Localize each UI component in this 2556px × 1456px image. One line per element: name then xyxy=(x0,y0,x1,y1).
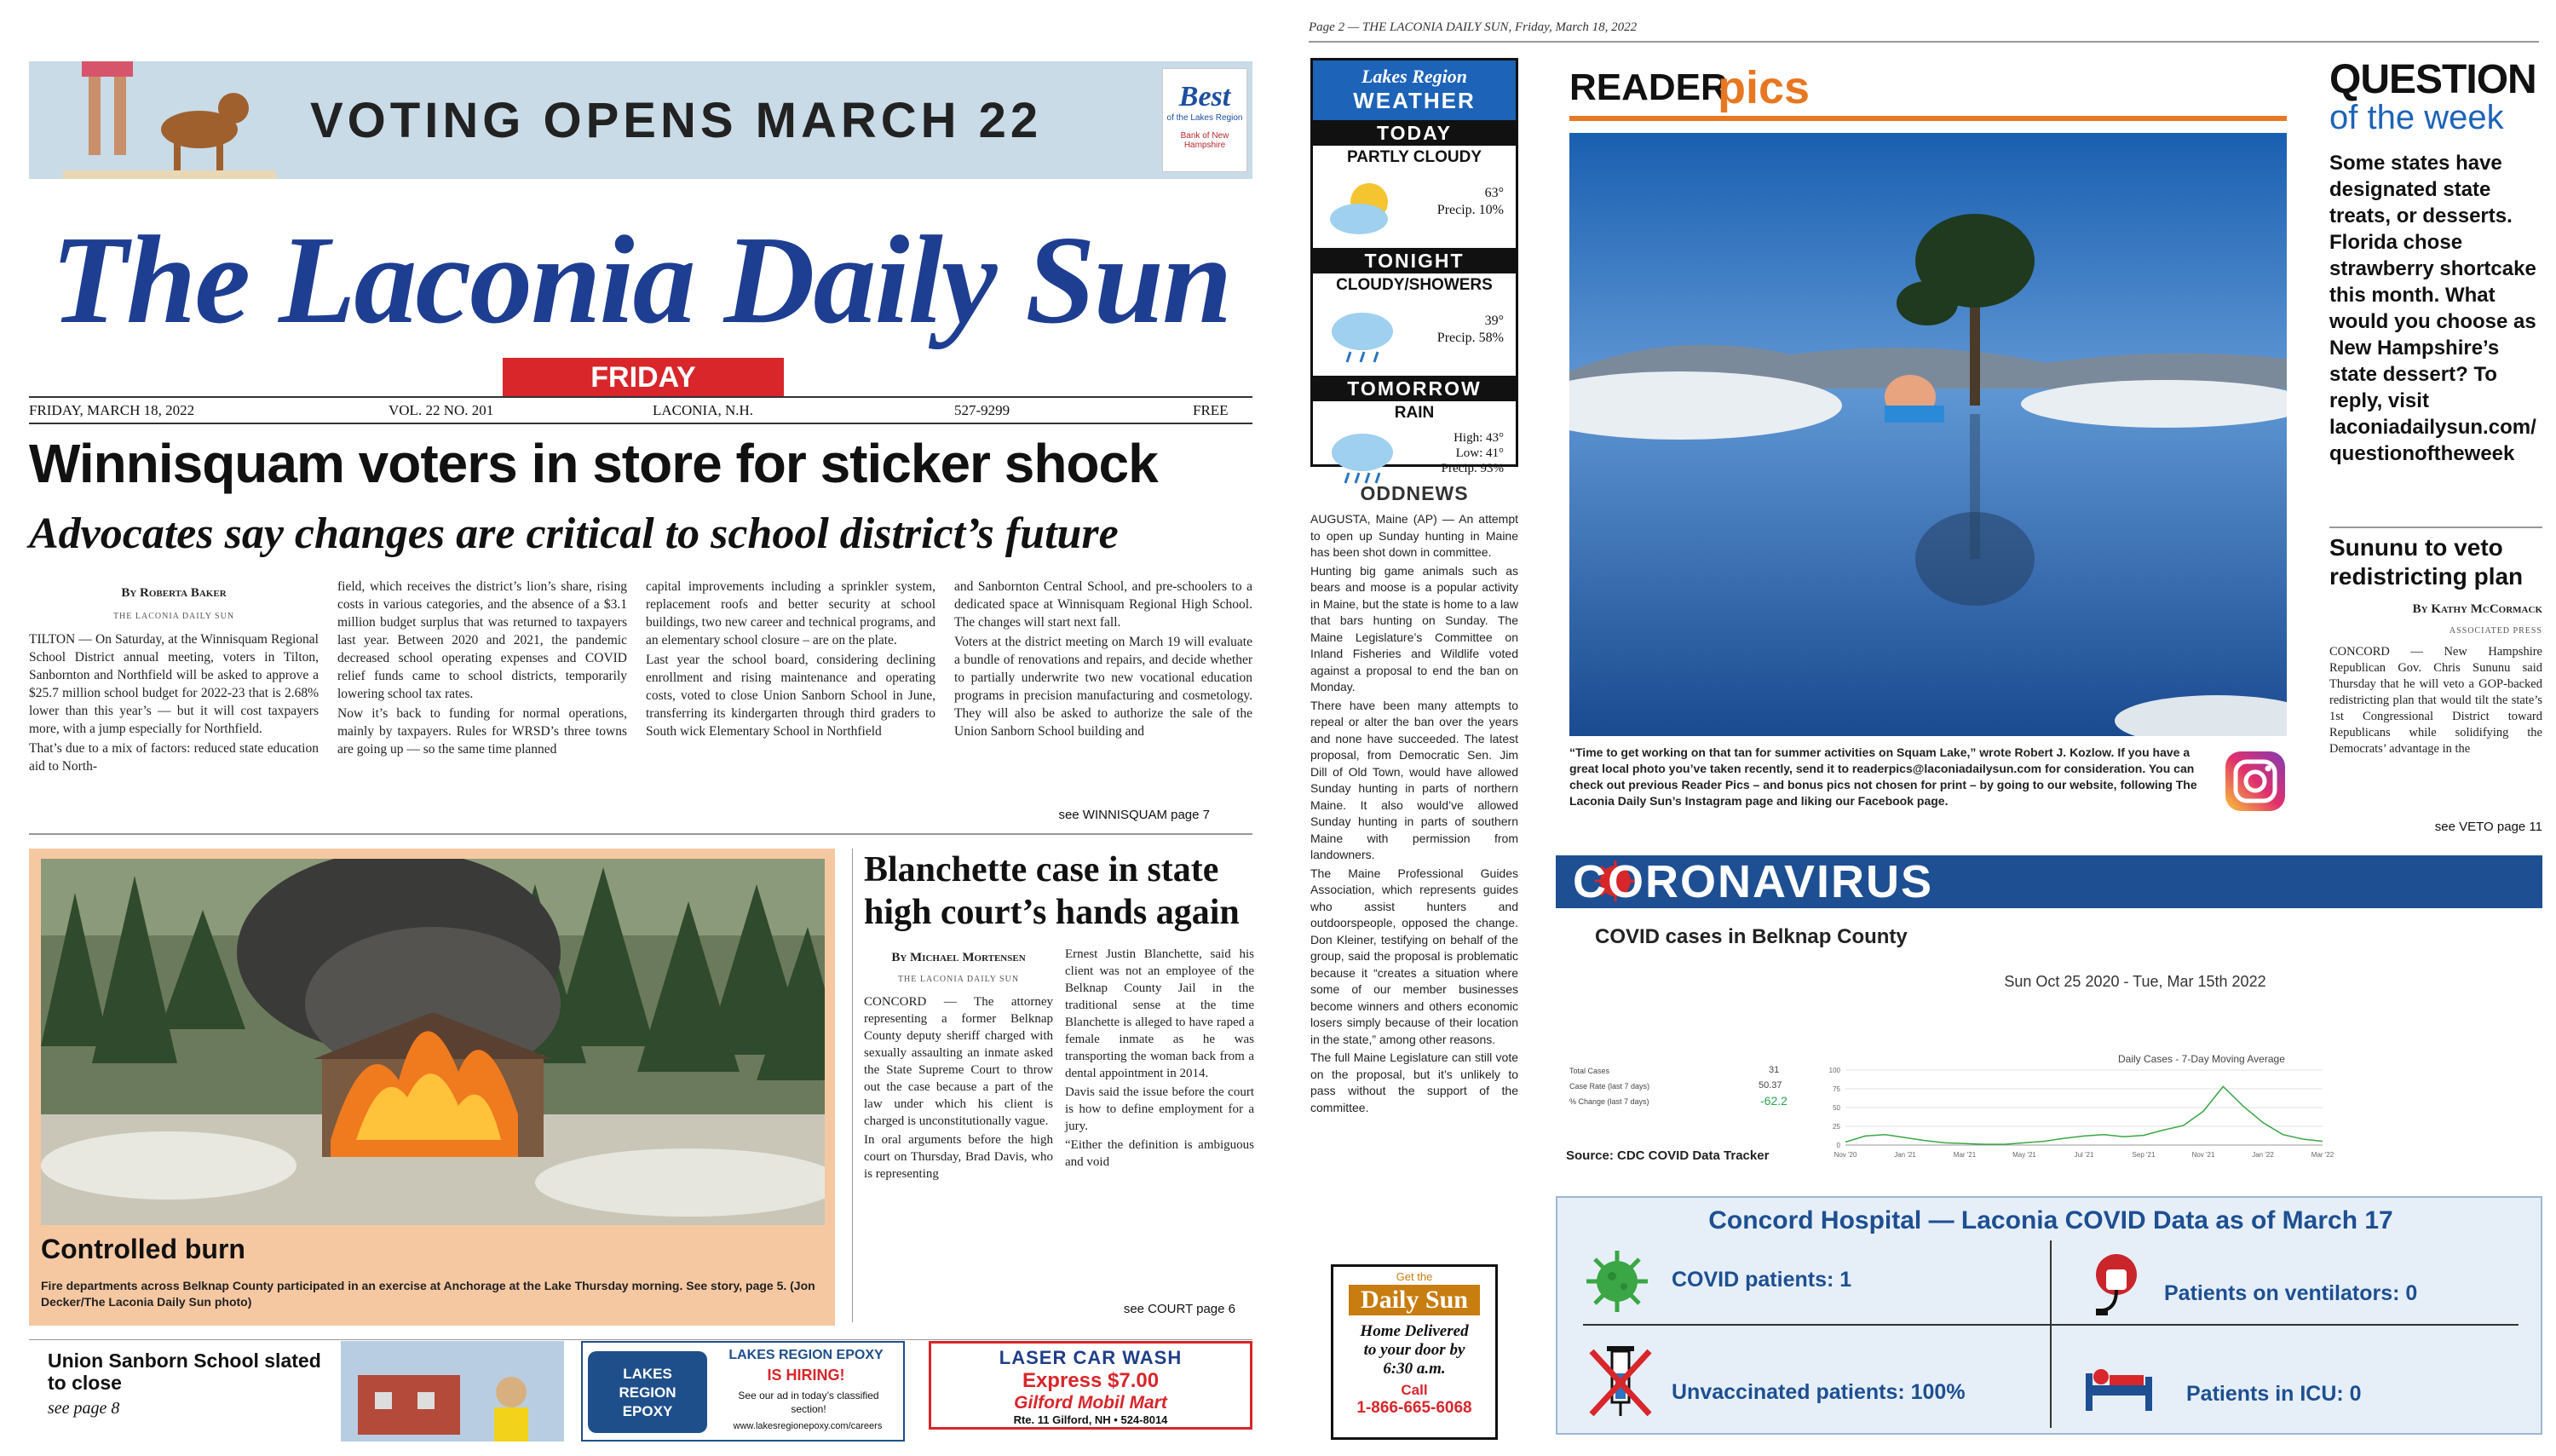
epoxy-ad[interactable] xyxy=(581,1341,905,1442)
stat-change-value: -62.2 xyxy=(1760,1094,1787,1108)
x-tick-label: Jan '21 xyxy=(1894,1151,1916,1159)
weather-title-2: WEATHER xyxy=(1353,88,1476,113)
delivery-line-2: to your door by xyxy=(1363,1341,1465,1359)
epoxy-logo-text: LAKES REGION EPOXY xyxy=(619,1366,676,1419)
stat-total-label: Total Cases xyxy=(1569,1067,1610,1075)
wash-mart: Gilford Mobil Mart xyxy=(1014,1393,1167,1413)
court-para-5: “Either the definition is ambiguous and void xyxy=(1065,1138,1254,1169)
today-precip: Precip. 10% xyxy=(1436,203,1504,217)
tomorrow-high: High: 43° xyxy=(1454,431,1504,445)
weather-title-1: Lakes Region xyxy=(1361,66,1468,87)
sununu-byline: By Kathy McCormack xyxy=(2412,602,2542,616)
tonight-label: TONIGHT xyxy=(1313,248,1516,273)
unvaccinated-patients: Unvaccinated patients: 100% xyxy=(1672,1380,1966,1404)
covid-chart-panel xyxy=(1556,913,2542,1179)
badge-sub: of the Lakes Region xyxy=(1166,113,1243,123)
weather-box xyxy=(1310,58,1518,475)
ventilator-icon xyxy=(2086,1249,2147,1317)
covid-chart-title: COVID cases in Belknap County xyxy=(1595,925,1908,948)
epoxy-hiring: IS HIRING! xyxy=(767,1367,845,1384)
oddnews-para-2: Hunting big game animals such as bears and moose is a popular activity in Maine, but the state is home to a law that bars hunting on Sunday. The Maine Legislature’s Committee on Inland Fisheries and Wildlife voted against a proposal to end the ban on Monday. xyxy=(1310,563,1518,693)
lead-column-2 xyxy=(337,578,627,760)
sununu-para-1: CONCORD — New Hampshire Republican Gov. Chris Sununu said Thursday that he will veto a GOP-backed redistricting plan that would tilt the state’s 1st Congressional District toward Republicans while solidifying the Democrats’ advantage in the xyxy=(2329,645,2542,756)
court-jump[interactable] xyxy=(1065,1302,1235,1316)
page2-header: Page 2 — THE LACONIA DAILY SUN, Friday, March 18, 2022 xyxy=(1309,20,1638,34)
today-row xyxy=(1313,170,1516,248)
stat-rate-value: 50.37 xyxy=(1759,1080,1782,1091)
promo-rule xyxy=(29,1339,1252,1340)
stat-rate-label: Case Rate (last 7 days) xyxy=(1569,1082,1650,1091)
lead-column-1 xyxy=(29,584,319,777)
masthead-city: LACONIA, N.H. xyxy=(653,402,754,418)
epoxy-url: www.lakesregionepoxy.com/careers xyxy=(733,1421,883,1431)
wash-address: Rte. 11 Gilford, NH • 524-8014 xyxy=(1013,1413,1168,1426)
tomorrow-precip: Precip. 93% xyxy=(1441,462,1504,475)
y-tick-label: 0 xyxy=(1836,1142,1840,1149)
union-promo-see: see page 8 xyxy=(48,1399,120,1418)
covid-virus-icon xyxy=(1583,1247,1651,1315)
coronavirus-banner xyxy=(1556,855,2542,908)
syringe-icon xyxy=(1586,1343,1655,1419)
masthead-phone: 527-9299 xyxy=(954,402,1010,418)
covid-chart-range: Sun Oct 25 2020 - Tue, Mar 15th 2022 xyxy=(2004,973,2266,990)
banner-beach-illustration xyxy=(63,61,276,179)
y-tick-label: 25 xyxy=(1833,1123,1840,1131)
masthead-vol: VOL. 22 NO. 201 xyxy=(389,402,494,418)
partly-cloudy-icon xyxy=(1325,178,1400,239)
instagram-icon[interactable] xyxy=(2224,750,2287,813)
court-credit: THE LACONIA DAILY SUN xyxy=(897,975,1020,984)
cloud-showers-icon xyxy=(1325,306,1400,367)
court-para-4: Davis said the issue before the court is how to define employment for a jury. xyxy=(1065,1085,1254,1133)
hospital-v-rule xyxy=(2050,1240,2052,1428)
delivery-title: Daily Sun xyxy=(1349,1285,1480,1315)
today-values xyxy=(1437,185,1504,219)
lead-jump-text: see WINNISQUAM page 7 xyxy=(1058,808,1210,822)
court-para-3: Ernest Justin Blanchette, said his client was not an employee of the Belknap County Jail in the traditional sense at the time Blanchette is alleged to have raped a female inmate as he was transporting the woman back from a dental appointment in 2014. xyxy=(1065,947,1254,1080)
court-para-1: CONCORD — The attorney representing a former Belknap County deputy sheriff charged with sexually assaulting an inmate asked the State Supreme Court to throw out the case because a part of the law under which his client is charged is unconstitutionally vague. xyxy=(864,995,1053,1128)
covid-source: Source: CDC COVID Data Tracker xyxy=(1566,1148,1770,1163)
page2-header-rule xyxy=(1309,41,2539,43)
court-jump-text: see COURT page 6 xyxy=(1123,1302,1235,1316)
lead-para-3: field, which receives the district’s lion’s share, rising costs in various categories, and the absence of a $3.1 million budget surplus that was returned to taxpayers last year. Between 2020 and 2021, the pandemic decreased school operating expenses and COVID relief funds came to school districts, temporarily lowering school tax rates. xyxy=(337,579,627,701)
chart-legend: Daily Cases - 7-Day Moving Average xyxy=(2118,1053,2285,1065)
lead-credit: THE LACONIA DAILY SUN xyxy=(112,612,235,621)
reader-photo[interactable] xyxy=(1569,133,2287,736)
x-tick-label: Mar '22 xyxy=(2311,1151,2334,1159)
union-promo-title[interactable]: Union Sanborn School slated to close xyxy=(48,1350,321,1394)
reader-label-1: READER xyxy=(1569,66,1728,108)
oddnews-para-5: The full Maine Legislature can still vote on the proposal, but it’s unlikely to pass without the support of the committee. xyxy=(1310,1050,1518,1114)
badge-title: Best xyxy=(1178,81,1231,112)
qotw-label-1: QUESTION xyxy=(2329,57,2536,102)
best-of-badge xyxy=(1162,68,1247,172)
epoxy-sub: See our ad in today’s classified section! xyxy=(738,1390,879,1415)
tonight-temp: 39° xyxy=(1484,314,1504,328)
y-tick-label: 75 xyxy=(1833,1085,1840,1093)
reader-rule xyxy=(1569,116,2287,121)
lead-headline[interactable]: Winnisquam voters in store for sticker shock xyxy=(29,433,1158,494)
x-tick-label: Nov '21 xyxy=(2191,1151,2215,1159)
reader-caption: “Time to get working on that tan for summer activities on Squam Lake,” wrote Robert J. Kozlow. If you have a great local photo you’ve taken recently, send it to readerpics@laconiadailysun.com for consideration. You can check out previous Reader Pics – and bonus pics not chosen for print – by going to our website, following The Laconia Daily Sun’s Instagram page and liking our Facebook page. xyxy=(1569,745,2197,808)
x-tick-label: Jul '21 xyxy=(2074,1151,2094,1159)
tonight-values xyxy=(1437,313,1504,347)
hospital-title: Concord Hospital — Laconia COVID Data as of March 17 xyxy=(1708,1206,2393,1234)
lead-column-3 xyxy=(646,578,935,742)
masthead-date: FRIDAY, MARCH 18, 2022 xyxy=(29,402,195,418)
lead-jump[interactable] xyxy=(954,808,1210,822)
lead-para-6: Last year the school board, considering declining enrollment and rising maintenance and operating costs, voted to close Union Sanborn School in June, transferring its kindergarten through third graders to South wick Elementary School in Northfield xyxy=(646,653,935,739)
court-para-2: In oral arguments before the high court on Thursday, Brad Davis, who is representing xyxy=(864,1133,1053,1181)
wash-title: LASER CAR WASH xyxy=(999,1347,1183,1368)
sununu-headline[interactable]: Sununu to veto redistricting plan xyxy=(2329,534,2524,590)
today-label: TODAY xyxy=(1313,120,1516,146)
tomorrow-low: Low: 41° xyxy=(1455,446,1504,460)
court-column-1 xyxy=(864,949,1053,1184)
lead-byline: By Roberta Baker xyxy=(121,586,227,600)
series-line xyxy=(1845,1086,2323,1144)
icu-patients: Patients in ICU: 0 xyxy=(2186,1382,2362,1406)
sununu-column xyxy=(2329,601,2542,759)
weather-header xyxy=(1313,60,1516,120)
x-tick-label: Mar '21 xyxy=(1953,1151,1977,1159)
wash-price: Express $7.00 xyxy=(1022,1369,1160,1392)
top-banner[interactable] xyxy=(29,61,1252,179)
masthead-price: FREE xyxy=(1193,402,1229,418)
lead-para-7: and Sanbornton Central School, and pre-schoolers to a dedicated space at Winnisquam Regional High School. The changes will start next fall. xyxy=(954,579,1252,630)
masthead-rule-bottom xyxy=(29,423,1252,424)
x-tick-label: Nov '20 xyxy=(1834,1151,1857,1159)
sununu-jump-text: see VETO page 11 xyxy=(2434,820,2542,834)
court-rule xyxy=(852,849,853,1322)
delivery-top: Get the xyxy=(1396,1270,1433,1283)
masthead-day: FRIDAY xyxy=(503,358,784,397)
masthead-rule xyxy=(29,396,1252,398)
lead-para-4: Now it’s back to funding for normal operations, mainly by taxpayers. Rules for WRSD’s three towns are going up — so the same time planned xyxy=(337,706,627,757)
x-tick-label: May '21 xyxy=(2012,1151,2036,1159)
banner-text: VOTING OPENS MARCH 22 xyxy=(310,93,1043,148)
oddnews-para-1: AUGUSTA, Maine (AP) — An attempt to open up Sunday hunting in Maine has been shot down in committee. xyxy=(1310,512,1518,559)
x-tick-label: Jan '22 xyxy=(2252,1151,2274,1159)
qotw-rule xyxy=(2329,527,2542,528)
oddnews-label: ODDNEWS xyxy=(1360,482,1469,504)
delivery-line-1: Home Delivered xyxy=(1360,1322,1469,1340)
tonight-row xyxy=(1313,297,1516,376)
lead-para-1: TILTON — On Saturday, at the Winnisquam Regional School District annual meeting, voters in Tilton, Sanbornton and Northfield will be asked to approve a $25.7 million school budget for 2022-23 that is 2.68% lower than this year’s — but it will cost taxpayers more, with a jump especially for Northfield. xyxy=(29,632,319,736)
icu-bed-icon xyxy=(2081,1351,2157,1413)
qotw-text: Some states have designated state treats, or desserts. Florida chose strawberry shortcake this month. What would you choose as New Hampshire’s state dessert? To reply, visit laconiadailysun.com/questionoftheweek xyxy=(2329,152,2536,465)
delivery-phone: 1-866-665-6068 xyxy=(1356,1399,1472,1417)
tomorrow-values xyxy=(1442,430,1504,476)
ventilator-patients: Patients on ventilators: 0 xyxy=(2164,1281,2418,1305)
x-tick-label: Sep '21 xyxy=(2132,1151,2156,1159)
badge-bank: Bank of New Hampshire xyxy=(1180,131,1229,150)
delivery-call: Call xyxy=(1401,1382,1428,1398)
tonight-precip: Precip. 58% xyxy=(1436,331,1504,345)
hospital-panel xyxy=(1556,1196,2542,1435)
tomorrow-label: TOMORROW xyxy=(1313,376,1516,401)
court-byline: By Michael Mortensen xyxy=(891,951,1026,964)
car-wash-ad[interactable] xyxy=(929,1341,1252,1430)
qotw-label-2: of the week xyxy=(2329,99,2504,136)
coronavirus-banner-text: CORONAVIRUS xyxy=(1573,856,1934,907)
y-tick-label: 100 xyxy=(1828,1067,1840,1074)
rain-icon xyxy=(1325,429,1400,490)
lead-para-5: capital improvements including a sprinkler system, replacement roofs and better security at school buildings, two new career and technical programs, and an elementary school closure – are on the plate. xyxy=(646,579,935,647)
today-temp: 63° xyxy=(1484,186,1504,200)
oddnews-para-3: There have been many attempts to repeal or alter the ban over the years and none have succeeded. The latest proposal, from Democratic Sen. Jim Dill of Old Town, would have allowed Sunday hunting in parts of northern Maine. It also would’ve allowed Sunday hunting in parts of southern Maine with permission from landowners. xyxy=(1310,698,1518,861)
oddnews-column xyxy=(1310,511,1518,1118)
covid-patients: COVID patients: 1 xyxy=(1672,1268,1852,1292)
sununu-credit: ASSOCIATED PRESS xyxy=(2449,626,2542,636)
court-column-2 xyxy=(1065,946,1254,1172)
delivery-line-3: 6:30 a.m. xyxy=(1383,1360,1446,1378)
union-school-photo[interactable] xyxy=(341,1341,564,1442)
lead-column-4 xyxy=(954,578,1252,742)
stat-change-label: % Change (last 7 days) xyxy=(1569,1097,1649,1106)
covid-line-chart xyxy=(1811,1063,2340,1165)
masthead-title: The Laconia Daily Sun xyxy=(50,210,1231,350)
photo1-caption: Fire departments across Belknap County participated in an exercise at Anchorage at the Lake Thursday morning. See story, page 5. (Jon Decker/The Laconia Daily Sun photo) xyxy=(41,1279,815,1309)
oddnews-para-4: The Maine Professional Guides Association, which represents guides who assist hunters and outdoorspeople, opposed the change. Don Kleiner, testifying on behalf of the group, said the proposal is problematic because it “creates a situation where some of our member businesses become winners and others economic losers simply because of their location in the state,” among other reasons. xyxy=(1310,866,1518,1046)
epoxy-logo xyxy=(588,1351,707,1433)
tomorrow-condition: RAIN xyxy=(1394,404,1435,422)
delivery-ad[interactable] xyxy=(1331,1264,1498,1440)
reader-label-2: pics xyxy=(1718,62,1810,113)
stat-total-value: 31 xyxy=(1769,1065,1780,1075)
today-condition: PARTLY CLOUDY xyxy=(1346,148,1482,166)
photo1-title: Controlled burn xyxy=(41,1234,245,1264)
controlled-burn-photo[interactable] xyxy=(41,859,825,1225)
lead-deck: Advocates say changes are critical to school district’s future xyxy=(29,509,1119,558)
tonight-condition: CLOUDY/SHOWERS xyxy=(1336,276,1493,294)
lead-para-2: That’s due to a mix of factors: reduced state education aid to North- xyxy=(29,741,319,774)
epoxy-head: LAKES REGION EPOXY xyxy=(728,1348,884,1362)
y-tick-label: 50 xyxy=(1833,1104,1840,1112)
lead-bottom-rule xyxy=(29,833,1252,835)
lead-para-8: Voters at the district meeting on March 19 will evaluate a bundle of renovations and repairs, and decide whether to partially underwrite two new vocational education programs in precision manufacturing and cosmetology. They will also be asked to authorize the sale of the Union Sanborn School building and xyxy=(954,635,1252,739)
court-headline[interactable]: Blanchette case in state high court’s hands again xyxy=(864,850,1240,932)
sununu-jump[interactable] xyxy=(2329,820,2542,834)
